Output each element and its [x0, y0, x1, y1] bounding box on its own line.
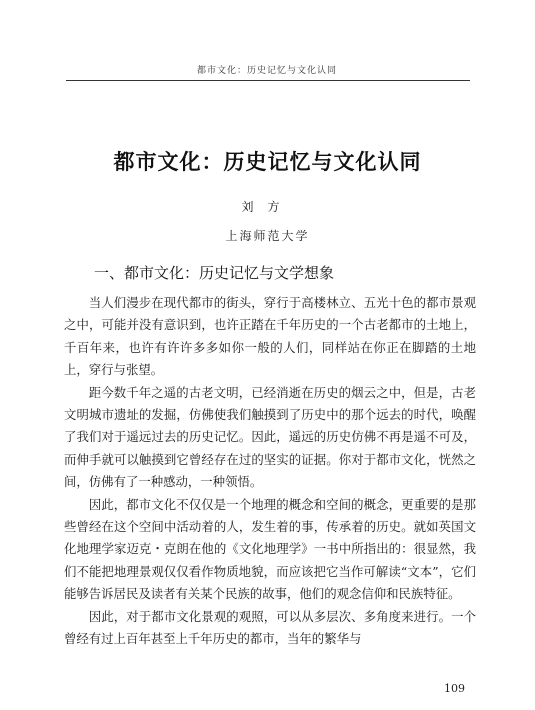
body-text: [64, 292, 476, 651]
running-header: 都市文化：历史记忆与文化认同: [196, 66, 337, 76]
author-name: 刘方: [241, 200, 294, 214]
paragraph: 因此，都市文化不仅仅是一个地理的概念和空间的概念，更重要的是那些曾经在这个空间中活动着的人，发生着的事，传承着的历史。就如英国文化地理学家迈克・克朗在他的《文化地理学》一书中所指出的：很显然，我们不能把地理景观仅仅看作物质地貌，而应该把它当作可解读“文本”，它们能够告诉居民及读者有关某个民族的故事，他们的观念信仰和民族特征。: [64, 496, 476, 602]
header-rule: [66, 80, 470, 81]
paragraph: 当人们漫步在现代都市的街头，穿行于高楼林立、五光十色的都市景观之中，可能并没有意识到，也许正踏在千年历史的一个古老都市的土地上，千百年来，也许有许许多多如你一般的人们，同样站在你正在脚踏的土地上，穿行与张望。: [64, 295, 476, 378]
author-affiliation: 上海师范大学: [225, 229, 310, 243]
section-heading: 一、都市文化：历史记忆与文学想象: [94, 264, 335, 282]
article-title: 都市文化：历史记忆与文化认同: [113, 150, 422, 174]
paragraph: 距今数千年之遥的古老文明，已经消逝在历史的烟云之中，但是，古老文明城市遗址的发掘，仿佛使我们触摸到了历史中的那个远去的时代，唤醒了我们对于遥远过去的历史记忆。因此，遥远的历史仿佛不再是遥不可及，而伸手就可以触摸到它曾经存在过的坚实的证据。你对于都市文化，恍然之间，仿佛有了一种感动，一种领悟。: [64, 384, 476, 490]
page-number: 109: [444, 682, 465, 695]
paragraph: 因此，对于都市文化景观的观照，可以从多层次、多角度来进行。一个曾经有过上百年甚至上千年历史的都市，当年的繁华与: [64, 608, 476, 647]
